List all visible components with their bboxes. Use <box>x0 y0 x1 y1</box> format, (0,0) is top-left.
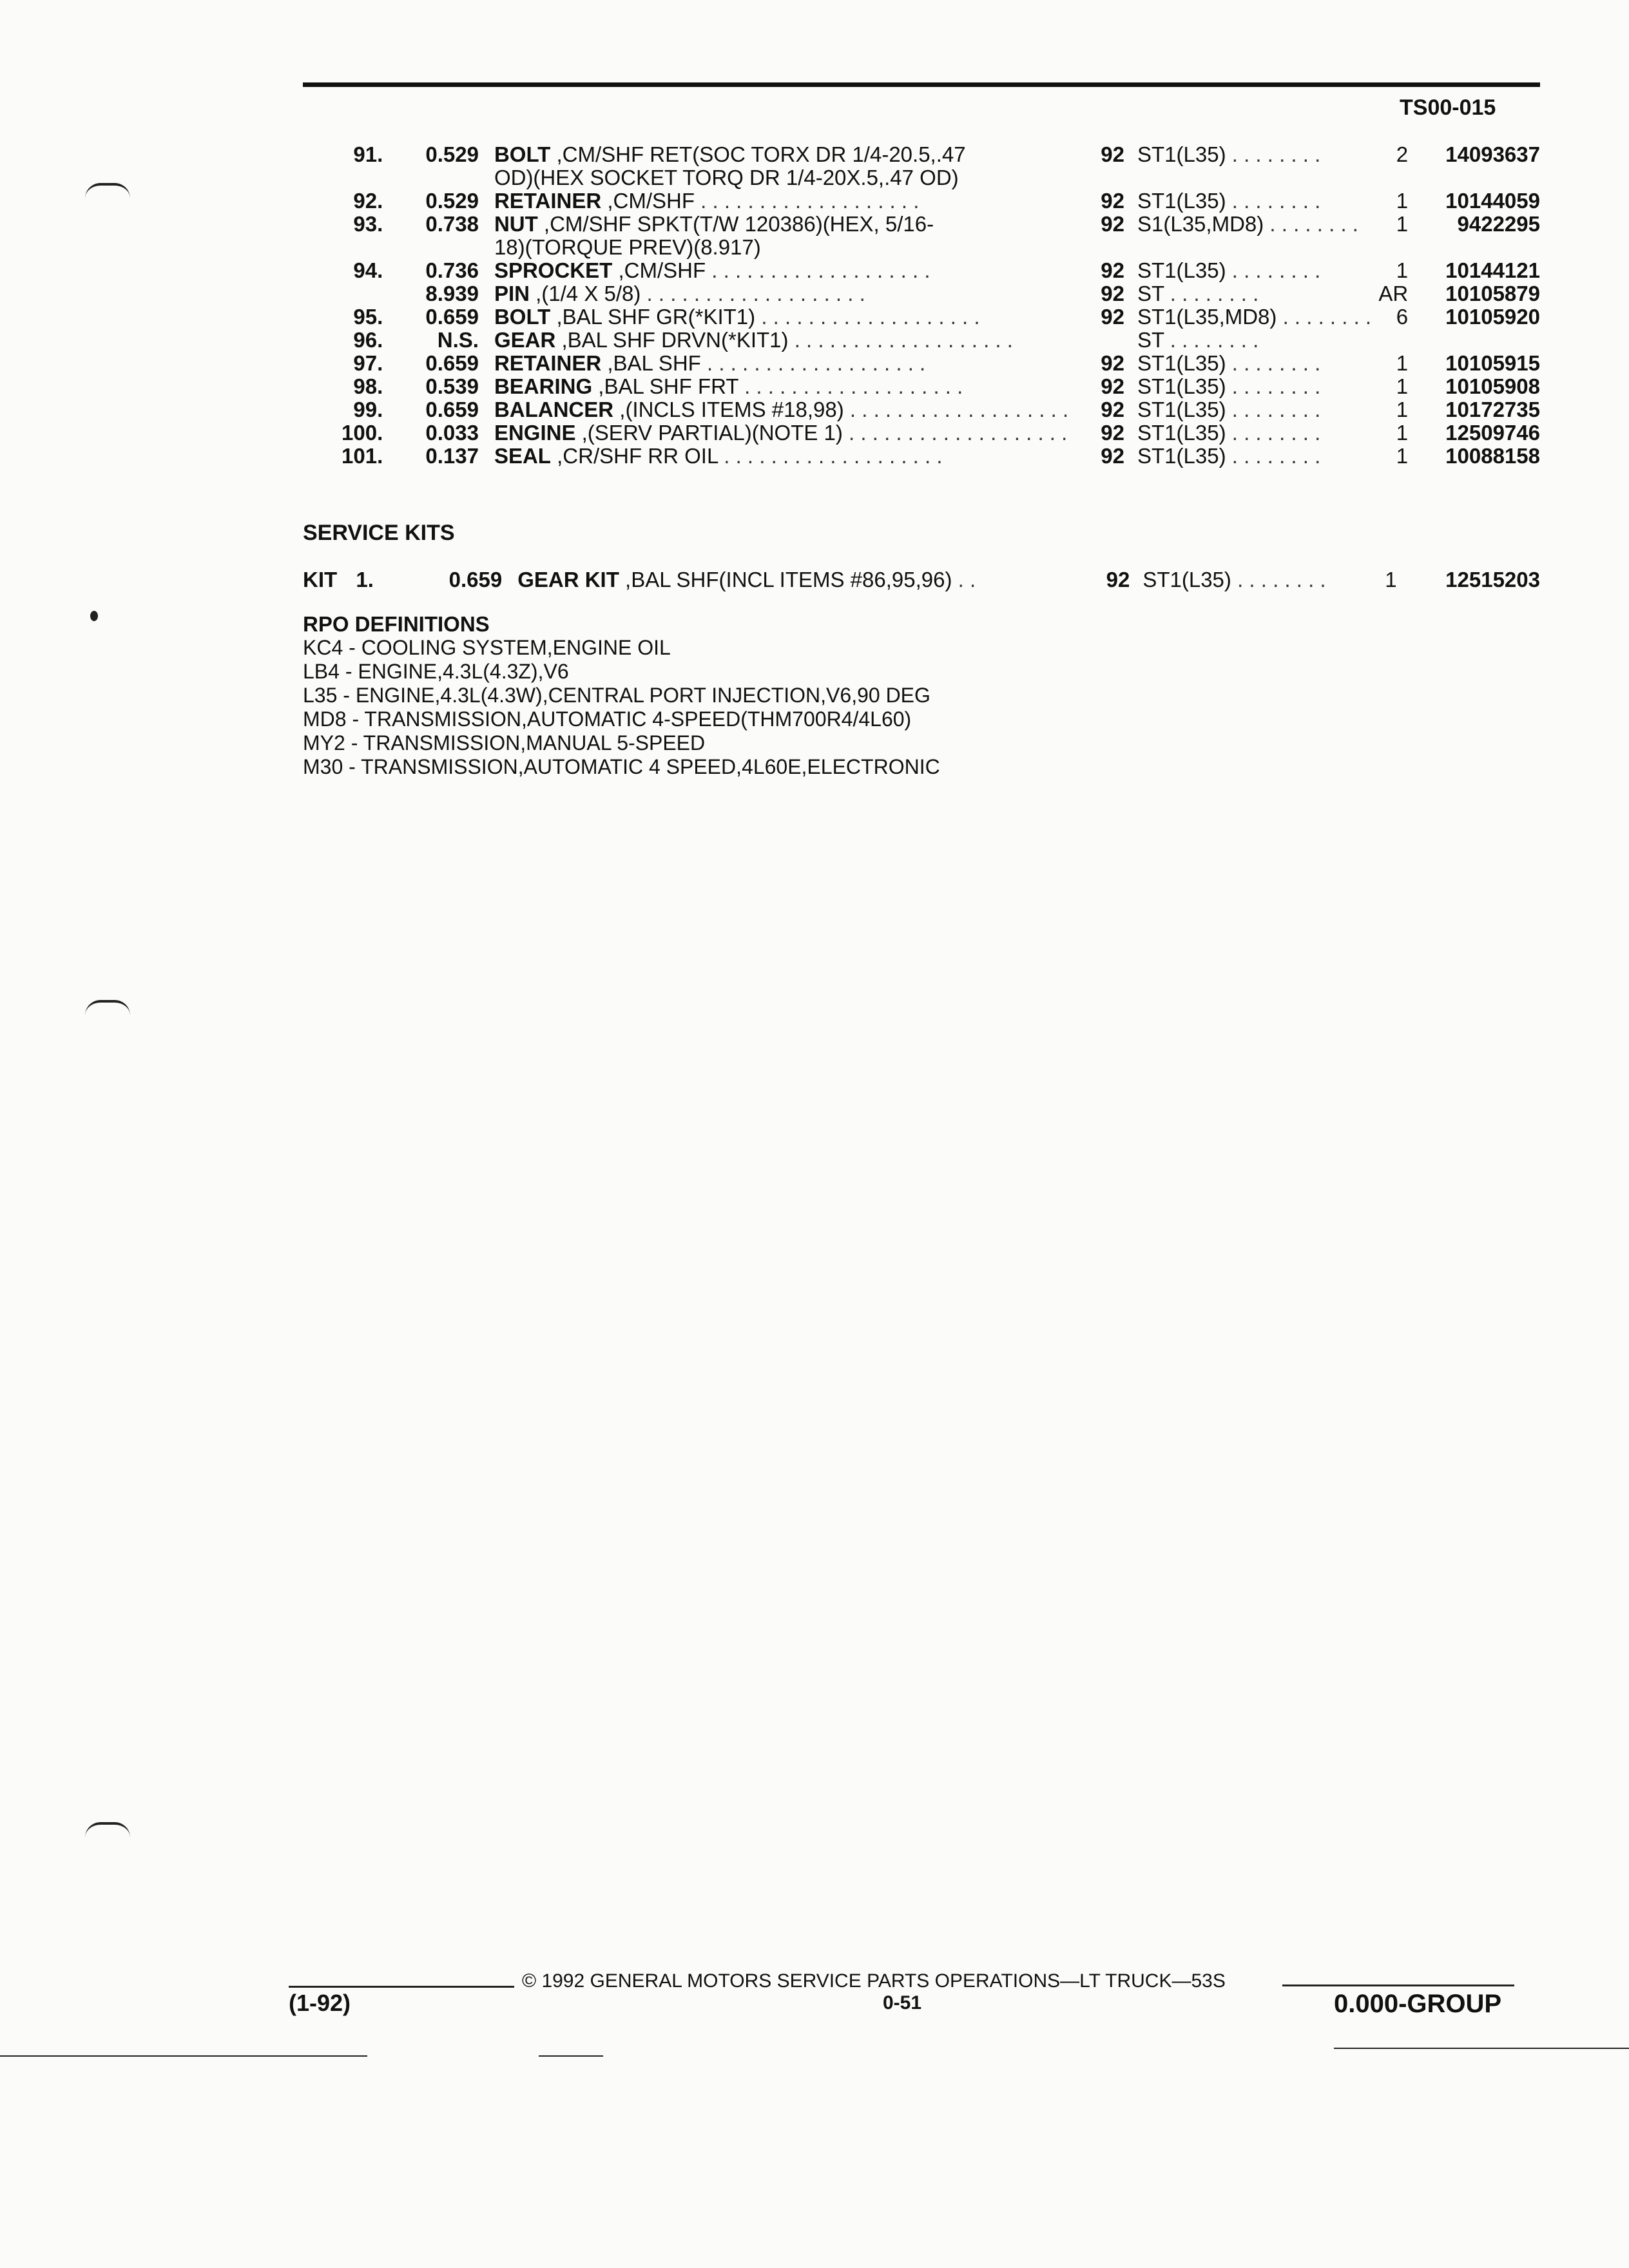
parts-row: 97. 0.659 RETAINER ,BAL SHF . . . . . . . . . . . . . . . . . . . 92 ST1(L35) . . . . . . . . 1 10105915 <box>303 352 1540 375</box>
part-name: RETAINER <box>494 189 602 213</box>
part-name: PIN <box>494 282 530 305</box>
parts-row: 101. 0.137 SEAL ,CR/SHF RR OIL . . . . . . . . . . . . . . . . . . . 92 ST1(L35) . . . . . . . . 1 10088158 <box>303 445 1540 468</box>
catalog-code: 0.659 <box>425 398 479 421</box>
part-name: BALANCER <box>494 398 614 421</box>
quantity: 2 <box>1396 142 1409 166</box>
model-year: 92 <box>1101 305 1124 329</box>
parts-row: 94. 0.736 SPROCKET ,CM/SHF . . . . . . . . . . . . . . . . . . . 92 ST1(L35) . . . . . . . . 1 10144121 <box>303 259 1540 282</box>
usage-code: ST1(L35) <box>1137 444 1226 468</box>
kit-number: 1. <box>356 568 374 591</box>
part-number: 10105920 <box>1445 305 1540 329</box>
part-name: SEAL <box>494 444 551 468</box>
kit-row: KIT 1. 0.659 GEAR KIT ,BAL SHF(INCL ITEMS #86,95,96) . . 92 ST1(L35) . . . . . . . . 1 12515203 <box>303 568 1540 591</box>
service-kits-table <box>303 568 1540 591</box>
parts-row: 91. 0.529 BOLT ,CM/SHF RET(SOC TORX DR 1/4-20.5,.47 OD)(HEX SOCKET TORQ DR 1/4-20X.5,.47 OD) 92 ST1(L35) . . . . . . . . 2 14093637 <box>303 143 1540 189</box>
footer-copyright: © 1992 GENERAL MOTORS SERVICE PARTS OPERATIONS—LT TRUCK—53S <box>522 1970 1226 1992</box>
parts-row: 100. 0.033 ENGINE ,(SERV PARTIAL)(NOTE 1) . . . . . . . . . . . . . . . . . . . 92 ST1(L35) . . . . . . . . 1 12509746 <box>303 421 1540 445</box>
speck <box>90 611 98 621</box>
footer-page-number: 0-51 <box>883 1992 922 2013</box>
quantity: 1 <box>1396 189 1409 213</box>
part-name: BEARING <box>494 374 593 398</box>
kit-part-number: 12515203 <box>1445 568 1540 591</box>
usage-code: ST <box>1137 282 1164 305</box>
quantity: 1 <box>1396 398 1409 421</box>
catalog-code: 0.736 <box>425 258 479 282</box>
part-description: ,CM/SHF SPKT(T/W 120386)(HEX, 5/16- <box>537 212 934 236</box>
service-kits-heading: SERVICE KITS <box>303 521 455 545</box>
rpo-line: KC4 - COOLING SYSTEM,ENGINE OIL <box>303 636 671 659</box>
kit-description: ,BAL SHF(INCL ITEMS #86,95,96) <box>619 568 952 591</box>
part-name: ENGINE <box>494 421 576 445</box>
model-year: 92 <box>1101 421 1124 445</box>
quantity: 1 <box>1396 374 1409 398</box>
part-number: 10172735 <box>1445 398 1540 421</box>
rpo-line: L35 - ENGINE,4.3L(4.3W),CENTRAL PORT INJECTION,V6,90 DEG <box>303 684 930 707</box>
part-name: SPROCKET <box>494 258 613 282</box>
bottom-rule-left <box>0 2055 367 2057</box>
catalog-code: 0.529 <box>425 142 479 166</box>
part-number <box>1408 329 1540 352</box>
parts-row: 96. N.S. GEAR ,BAL SHF DRVN(*KIT1) . . . . . . . . . . . . . . . . . . . ST . . . . . . . . <box>303 329 1540 352</box>
part-number: 10144121 <box>1445 258 1540 282</box>
part-name: BOLT <box>494 305 551 329</box>
model-year: 92 <box>1101 444 1124 468</box>
rpo-line: M30 - TRANSMISSION,AUTOMATIC 4 SPEED,4L60E,ELECTRONIC <box>303 755 940 778</box>
usage-code: S1(L35,MD8) <box>1137 212 1264 236</box>
part-description: ,BAL SHF GR(*KIT1) <box>550 305 756 329</box>
catalog-code: N.S. <box>437 328 479 352</box>
footer-rule-left <box>289 1986 514 1988</box>
model-year: 92 <box>1101 351 1124 375</box>
model-year: 92 <box>1101 282 1124 305</box>
kit-year: 92 <box>1106 568 1130 591</box>
part-name: NUT <box>494 212 538 236</box>
catalog-code: 0.659 <box>425 305 479 329</box>
rpo-line: MD8 - TRANSMISSION,AUTOMATIC 4-SPEED(THM700R4/4L60) <box>303 707 912 731</box>
rpo-line: MY2 - TRANSMISSION,MANUAL 5-SPEED <box>303 731 706 754</box>
model-year: 92 <box>1101 142 1124 166</box>
catalog-code: 8.939 <box>425 282 479 305</box>
part-number: 12509746 <box>1445 421 1540 445</box>
part-name: RETAINER <box>494 351 602 375</box>
item-number: 97. <box>353 351 383 375</box>
part-description: ,(1/4 X 5/8) <box>529 282 641 305</box>
parts-row: 95. 0.659 BOLT ,BAL SHF GR(*KIT1) . . . . . . . . . . . . . . . . . . . 92 ST1(L35,MD8) . . . . . . . . 6 10105920 <box>303 305 1540 329</box>
item-number: 99. <box>353 398 383 421</box>
part-description: ,BAL SHF <box>601 351 701 375</box>
kit-catalog-code: 0.659 <box>448 568 503 591</box>
part-number: 10105915 <box>1445 351 1540 375</box>
model-year: 92 <box>1101 374 1124 398</box>
kit-name: GEAR KIT <box>517 568 619 591</box>
quantity: 1 <box>1396 444 1409 468</box>
kit-quantity: 1 <box>1385 568 1397 591</box>
part-name: GEAR <box>494 328 556 352</box>
part-number: 14093637 <box>1445 142 1540 166</box>
part-number: 9422295 <box>1457 212 1540 236</box>
catalog-code: 0.033 <box>425 421 479 445</box>
part-description: ,CM/SHF RET(SOC TORX DR 1/4-20.5,.47 <box>550 142 966 166</box>
binder-mark-1 <box>85 183 130 198</box>
item-number: 100. <box>342 421 383 445</box>
part-number: 10105879 <box>1445 282 1540 305</box>
usage-code: ST1(L35) <box>1137 374 1226 398</box>
item-number: 96. <box>353 328 383 352</box>
usage-code: ST1(L35) <box>1137 398 1226 421</box>
item-number: 98. <box>353 374 383 398</box>
rpo-definitions <box>303 612 940 779</box>
item-number <box>303 282 383 305</box>
parts-table <box>303 143 1540 468</box>
parts-row: 99. 0.659 BALANCER ,(INCLS ITEMS #18,98) . . . . . . . . . . . . . . . . . . . 92 ST1(L35) . . . . . . . . 1 10172735 <box>303 398 1540 421</box>
bottom-rule-right <box>1334 2048 1629 2049</box>
parts-row: 8.939 PIN ,(1/4 X 5/8) . . . . . . . . . . . . . . . . . . . 92 ST . . . . . . . . AR 10105879 <box>303 282 1540 305</box>
usage-code: ST1(L35) <box>1137 258 1226 282</box>
document-number: TS00-015 <box>1400 95 1496 120</box>
model-year: 92 <box>1101 189 1124 213</box>
quantity: 1 <box>1396 212 1409 236</box>
rpo-line: LB4 - ENGINE,4.3L(4.3Z),V6 <box>303 660 569 683</box>
usage-code: ST <box>1137 328 1164 352</box>
binder-mark-3 <box>85 1822 130 1838</box>
part-number: 10088158 <box>1445 444 1540 468</box>
item-number: 93. <box>353 212 383 236</box>
part-description: ,BAL SHF FRT <box>592 374 738 398</box>
parts-row: 98. 0.539 BEARING ,BAL SHF FRT . . . . . . . . . . . . . . . . . . . 92 ST1(L35) . . . . . . . . 1 10105908 <box>303 375 1540 398</box>
quantity: 1 <box>1396 421 1409 445</box>
quantity <box>1371 329 1408 352</box>
part-description: ,(INCLS ITEMS #18,98) <box>613 398 844 421</box>
quantity: AR <box>1378 282 1409 305</box>
catalog-code: 0.539 <box>425 374 479 398</box>
part-number: 10144059 <box>1445 189 1540 213</box>
kit-label: KIT <box>303 568 338 591</box>
item-number: 92. <box>353 189 383 213</box>
parts-table-body <box>303 143 1540 468</box>
part-description: ,CM/SHF <box>612 258 706 282</box>
bottom-rule-mid <box>539 2055 603 2057</box>
item-number: 101. <box>342 444 383 468</box>
model-year: 92 <box>1101 258 1124 282</box>
catalog-code: 0.529 <box>425 189 479 213</box>
rpo-heading: RPO DEFINITIONS <box>303 612 490 636</box>
kit-usage: ST1(L35) <box>1142 568 1231 591</box>
part-name: BOLT <box>494 142 551 166</box>
part-number: 10105908 <box>1445 374 1540 398</box>
item-number: 94. <box>353 258 383 282</box>
usage-code: ST1(L35) <box>1137 421 1226 445</box>
part-description: ,CR/SHF RR OIL <box>550 444 718 468</box>
quantity: 6 <box>1396 305 1409 329</box>
footer-rule-right <box>1282 1984 1514 1986</box>
quantity: 1 <box>1396 351 1409 375</box>
binder-mark-2 <box>85 1000 130 1015</box>
quantity: 1 <box>1396 258 1409 282</box>
usage-code: ST1(L35) <box>1137 189 1226 213</box>
part-description-cont: 18)(TORQUE PREV)(8.917) <box>494 235 761 259</box>
item-number: 95. <box>353 305 383 329</box>
model-year: 92 <box>1101 212 1124 236</box>
parts-row: 93. 0.738 NUT ,CM/SHF SPKT(T/W 120386)(HEX, 5/16- 18)(TORQUE PREV)(8.917) 92 S1(L35,MD8) . . . . . . . . 1 9422295 <box>303 213 1540 259</box>
usage-code: ST1(L35,MD8) <box>1137 305 1277 329</box>
parts-row: 92. 0.529 RETAINER ,CM/SHF . . . . . . . . . . . . . . . . . . . 92 ST1(L35) . . . . . . . . 1 10144059 <box>303 189 1540 213</box>
part-description: ,BAL SHF DRVN(*KIT1) <box>555 328 789 352</box>
footer-group: 0.000-GROUP <box>1334 1990 1502 2018</box>
model-year: 92 <box>1101 398 1124 421</box>
top-rule <box>303 82 1540 87</box>
item-number: 91. <box>353 142 383 166</box>
part-description: ,(SERV PARTIAL)(NOTE 1) <box>575 421 843 445</box>
usage-code: ST1(L35) <box>1137 142 1226 166</box>
catalog-code: 0.738 <box>425 212 479 236</box>
part-description-cont: OD)(HEX SOCKET TORQ DR 1/4-20X.5,.47 OD) <box>494 166 959 189</box>
catalog-code: 0.137 <box>425 444 479 468</box>
usage-code: ST1(L35) <box>1137 351 1226 375</box>
catalog-code: 0.659 <box>425 351 479 375</box>
model-year <box>1068 329 1124 352</box>
footer-date: (1-92) <box>289 1990 351 2016</box>
part-description: ,CM/SHF <box>601 189 695 213</box>
